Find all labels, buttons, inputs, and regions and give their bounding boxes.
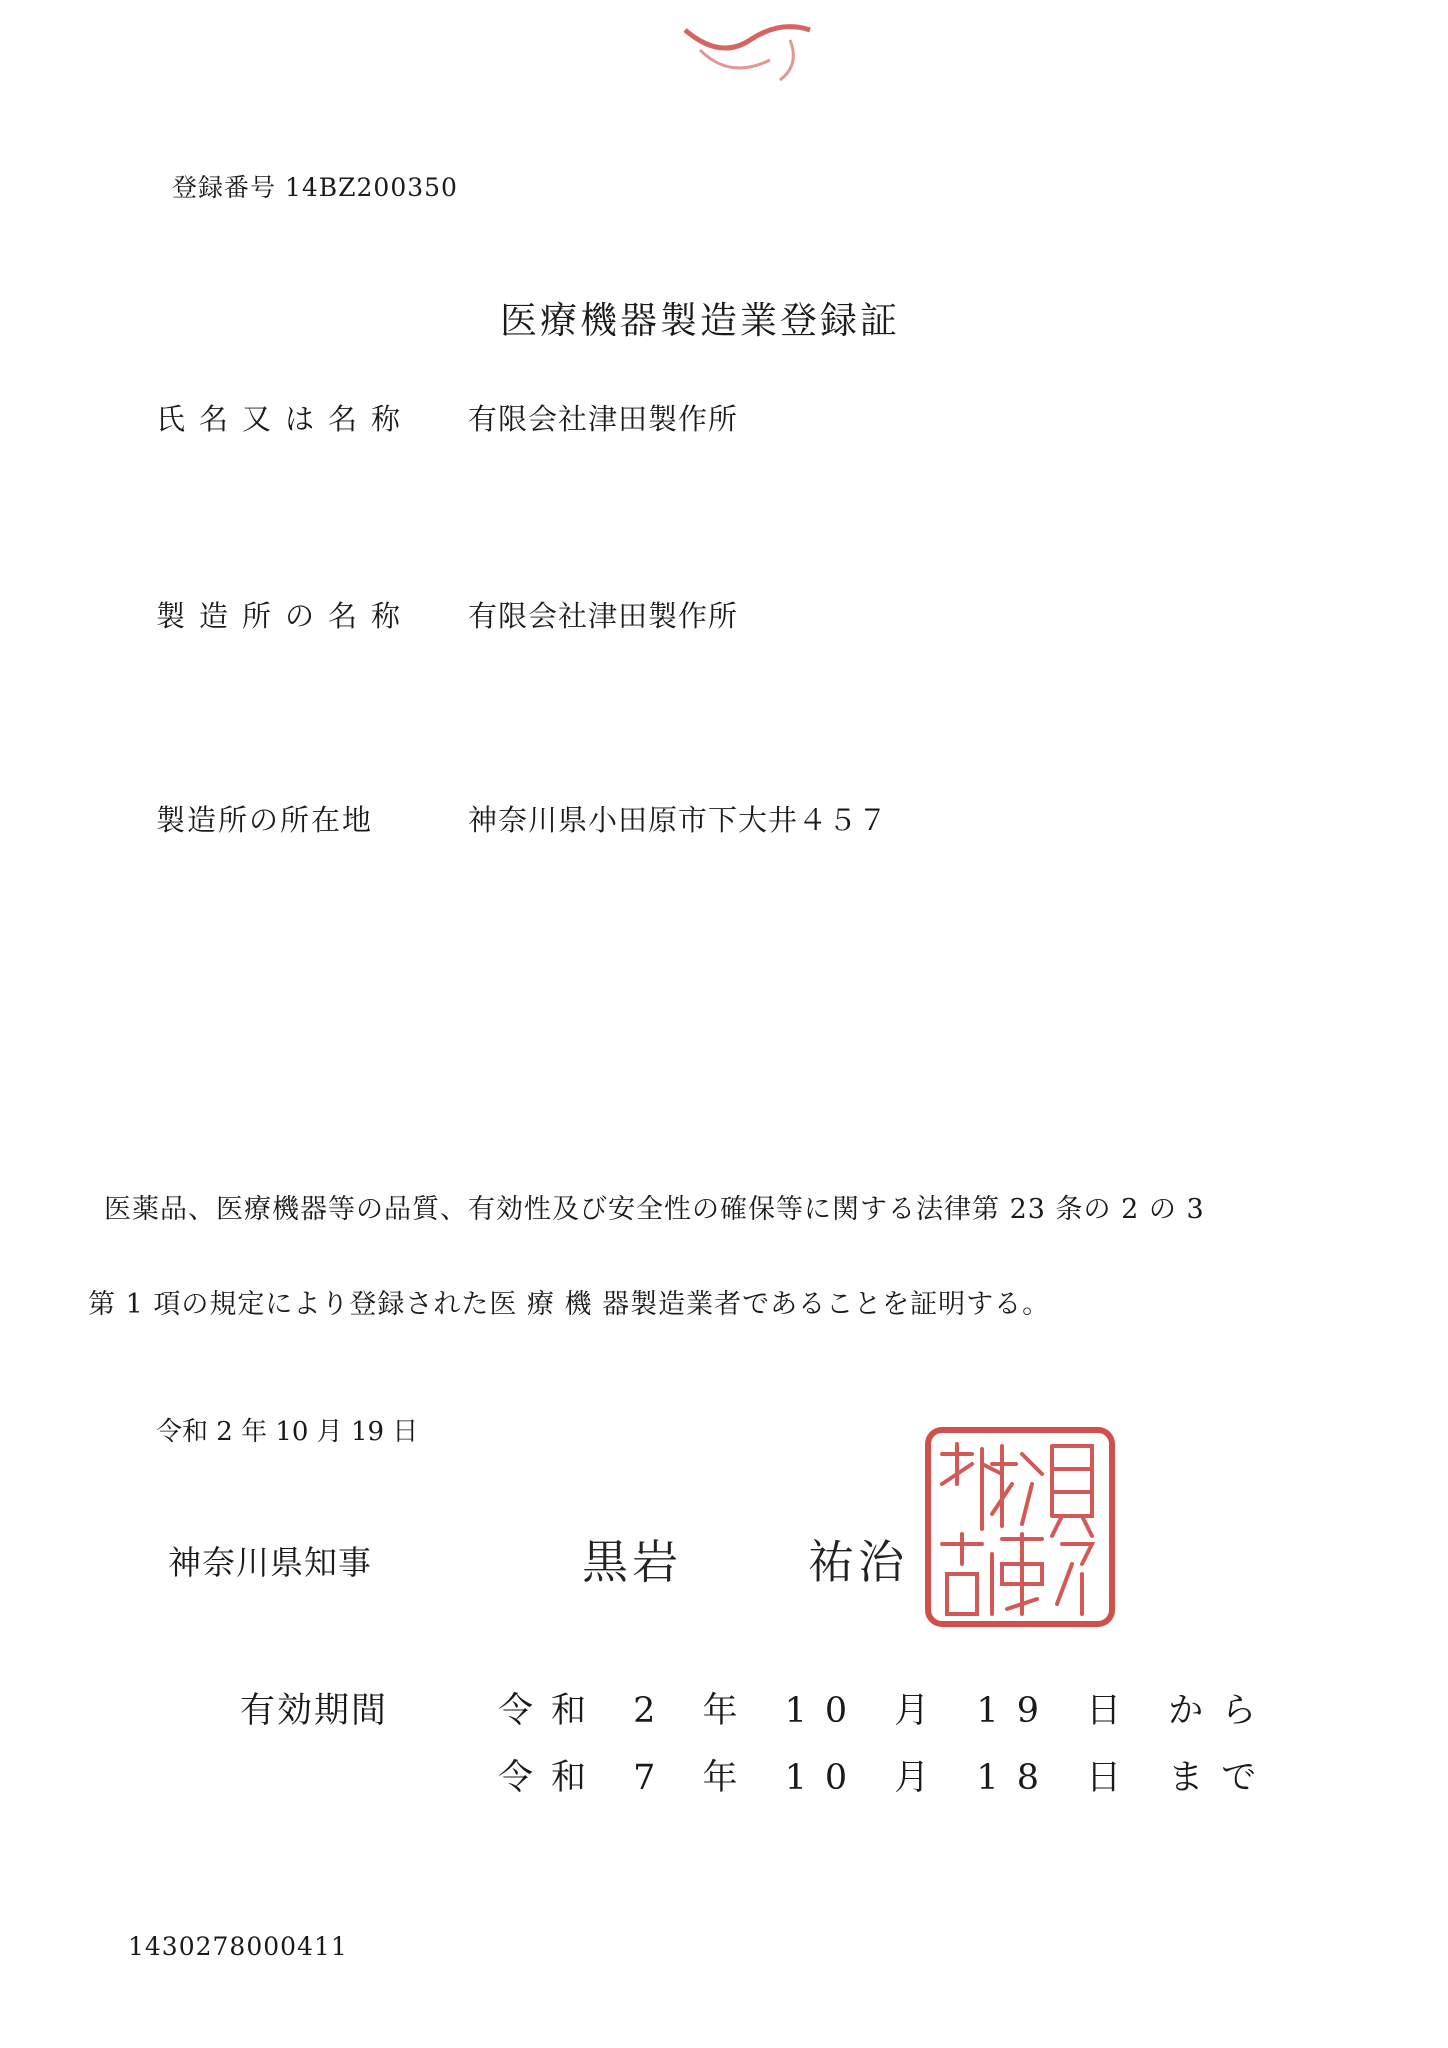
validity-from: 令和 2 年 10 月 19 日 から <box>498 1691 1275 1731</box>
field-label-name: 氏名又は名称 <box>156 402 415 436</box>
registration-label: 登録番号 <box>172 173 277 202</box>
governor-seal <box>922 1424 1118 1630</box>
issuer-signature-given: 祐治 <box>808 1535 908 1589</box>
statement-line-1: 医薬品、医療機器等の品質、有効性及び安全性の確保等に関する法律第 23 条の 2 の 3 <box>104 1194 1205 1225</box>
registration-value: 14BZ200350 <box>284 173 458 202</box>
field-value-factory-name: 有限会社津田製作所 <box>468 599 739 633</box>
validity-label: 有効期間 <box>240 1691 389 1731</box>
statement-line-2: 第 1 項の規定により登録された医 療 機 器製造業者であることを証明する。 <box>88 1289 1051 1320</box>
top-stamp-mark <box>680 10 820 90</box>
issuer-title: 神奈川県知事 <box>168 1543 372 1582</box>
field-value-name: 有限会社津田製作所 <box>468 402 739 436</box>
field-label-factory-address: 製造所の所在地 <box>156 803 374 837</box>
registration-number <box>172 168 458 204</box>
issuer-signature-family: 黒岩 <box>582 1535 682 1589</box>
field-value-factory-address: 神奈川県小田原市下大井４５７ <box>468 803 889 837</box>
document-title: 医療機器製造業登録証 <box>500 299 900 342</box>
document-number: 1430278000411 <box>128 1932 348 1961</box>
field-label-factory-name: 製造所の名称 <box>156 599 415 633</box>
validity-to: 令和 7 年 10 月 18 日 まで <box>498 1758 1275 1798</box>
issue-date: 令和 2 年 10 月 19 日 <box>156 1417 419 1447</box>
